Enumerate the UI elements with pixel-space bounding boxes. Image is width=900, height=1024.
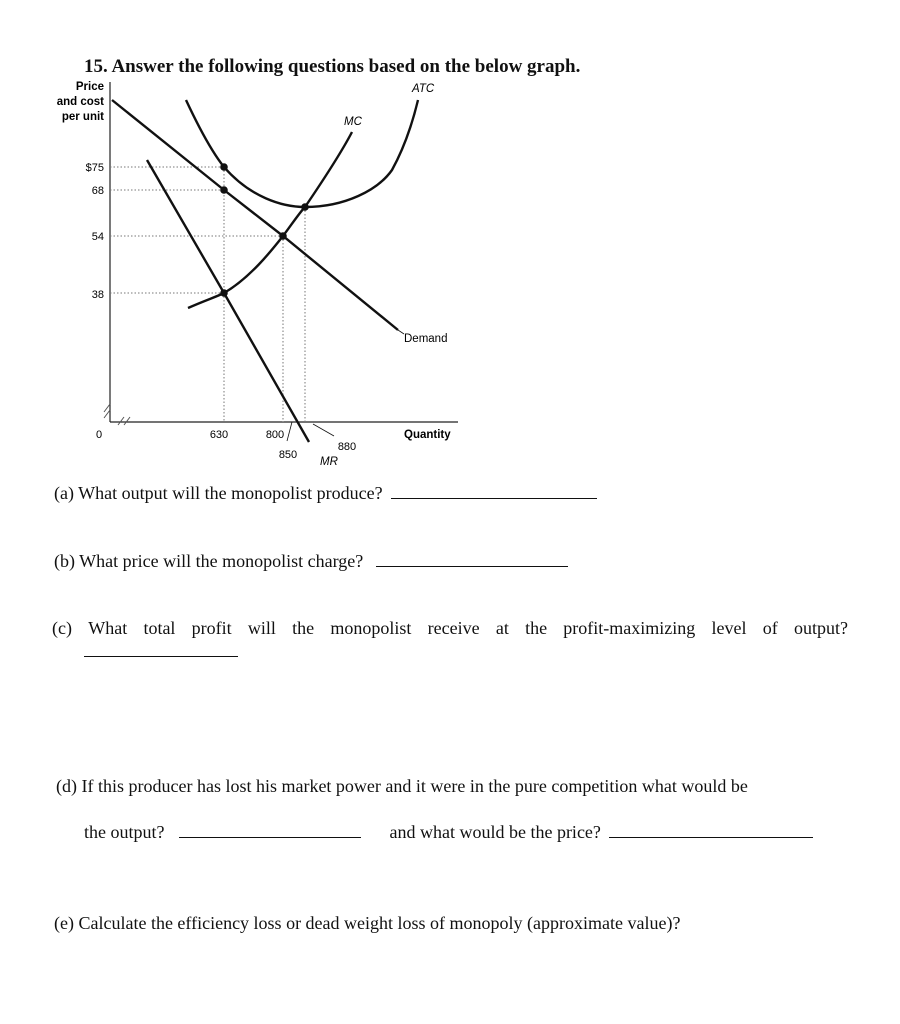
atc-label: ATC (412, 83, 435, 95)
point-mc-demand (279, 232, 287, 240)
question-d-output-text: the output? (84, 822, 165, 842)
price-tick-54: 54 (91, 231, 104, 243)
y-axis-label-line1: Price (75, 81, 104, 93)
point-atc-630 (220, 163, 228, 171)
question-c-word: of (762, 618, 778, 638)
quantity-tick-880: 880 (337, 441, 357, 453)
x-axis-label: Quantity (404, 429, 451, 441)
question-c (52, 618, 848, 639)
quantity-tick-800: 800 (265, 429, 285, 441)
answer-b-blank[interactable] (376, 552, 568, 567)
question-c-word: profit (191, 618, 232, 638)
answer-d-price-blank[interactable] (609, 823, 813, 838)
question-c-word: total (143, 618, 176, 638)
point-mc-mr (220, 289, 228, 297)
tick-880-leader (313, 424, 334, 436)
question-c-word: at (495, 618, 509, 638)
question-title: 15. Answer the following questions based on the below graph. (84, 56, 581, 77)
quantity-tick-850: 850 (278, 449, 298, 461)
question-c-word: output? (793, 618, 848, 638)
question-c-word: profit-maximizing (563, 618, 696, 638)
demand-curve (112, 100, 398, 330)
mc-curve (188, 132, 352, 308)
point-atc-min (301, 203, 309, 211)
answer-d-output-blank[interactable] (179, 823, 361, 838)
question-c-word: (c) (52, 618, 72, 638)
price-tick-38: 38 (91, 289, 104, 301)
question-c-word: will (247, 618, 276, 638)
demand-label: Demand (404, 333, 448, 345)
tick-850-leader (287, 422, 292, 441)
price-tick-75: $75 (85, 162, 104, 174)
question-c-word: What (88, 618, 128, 638)
question-d-line2 (84, 822, 813, 843)
question-c-word: level (711, 618, 747, 638)
y-axis-label-line3: per unit (61, 111, 104, 123)
question-e: (e) Calculate the efficiency loss or dead weight loss of monopoly (approximate value)? (54, 913, 681, 933)
question-b-text: (b) What price will the monopolist charge? (54, 551, 364, 571)
question-d-price-text: and what would be the price? (389, 822, 601, 842)
mr-curve (147, 160, 309, 442)
quantity-tick-630: 630 (209, 429, 229, 441)
question-c-word: the (525, 618, 548, 638)
question-c-word: the (292, 618, 315, 638)
point-demand-630 (220, 186, 228, 194)
mr-label: MR (320, 456, 338, 468)
question-b (54, 551, 568, 572)
monopoly-graph (0, 0, 900, 480)
mc-label: MC (344, 116, 362, 128)
question-c-word: receive (427, 618, 480, 638)
question-a (54, 483, 597, 504)
question-c-word: monopolist (330, 618, 412, 638)
origin-label: 0 (95, 429, 103, 441)
y-axis-label-line2: and cost (56, 96, 104, 108)
answer-c-blank[interactable] (84, 656, 238, 657)
price-tick-68: 68 (91, 185, 104, 197)
question-a-text: (a) What output will the monopolist produce? (54, 483, 383, 503)
question-d-line1: (d) If this producer has lost his market power and it were in the pure competition what would be (56, 776, 748, 796)
answer-a-blank[interactable] (391, 484, 597, 499)
